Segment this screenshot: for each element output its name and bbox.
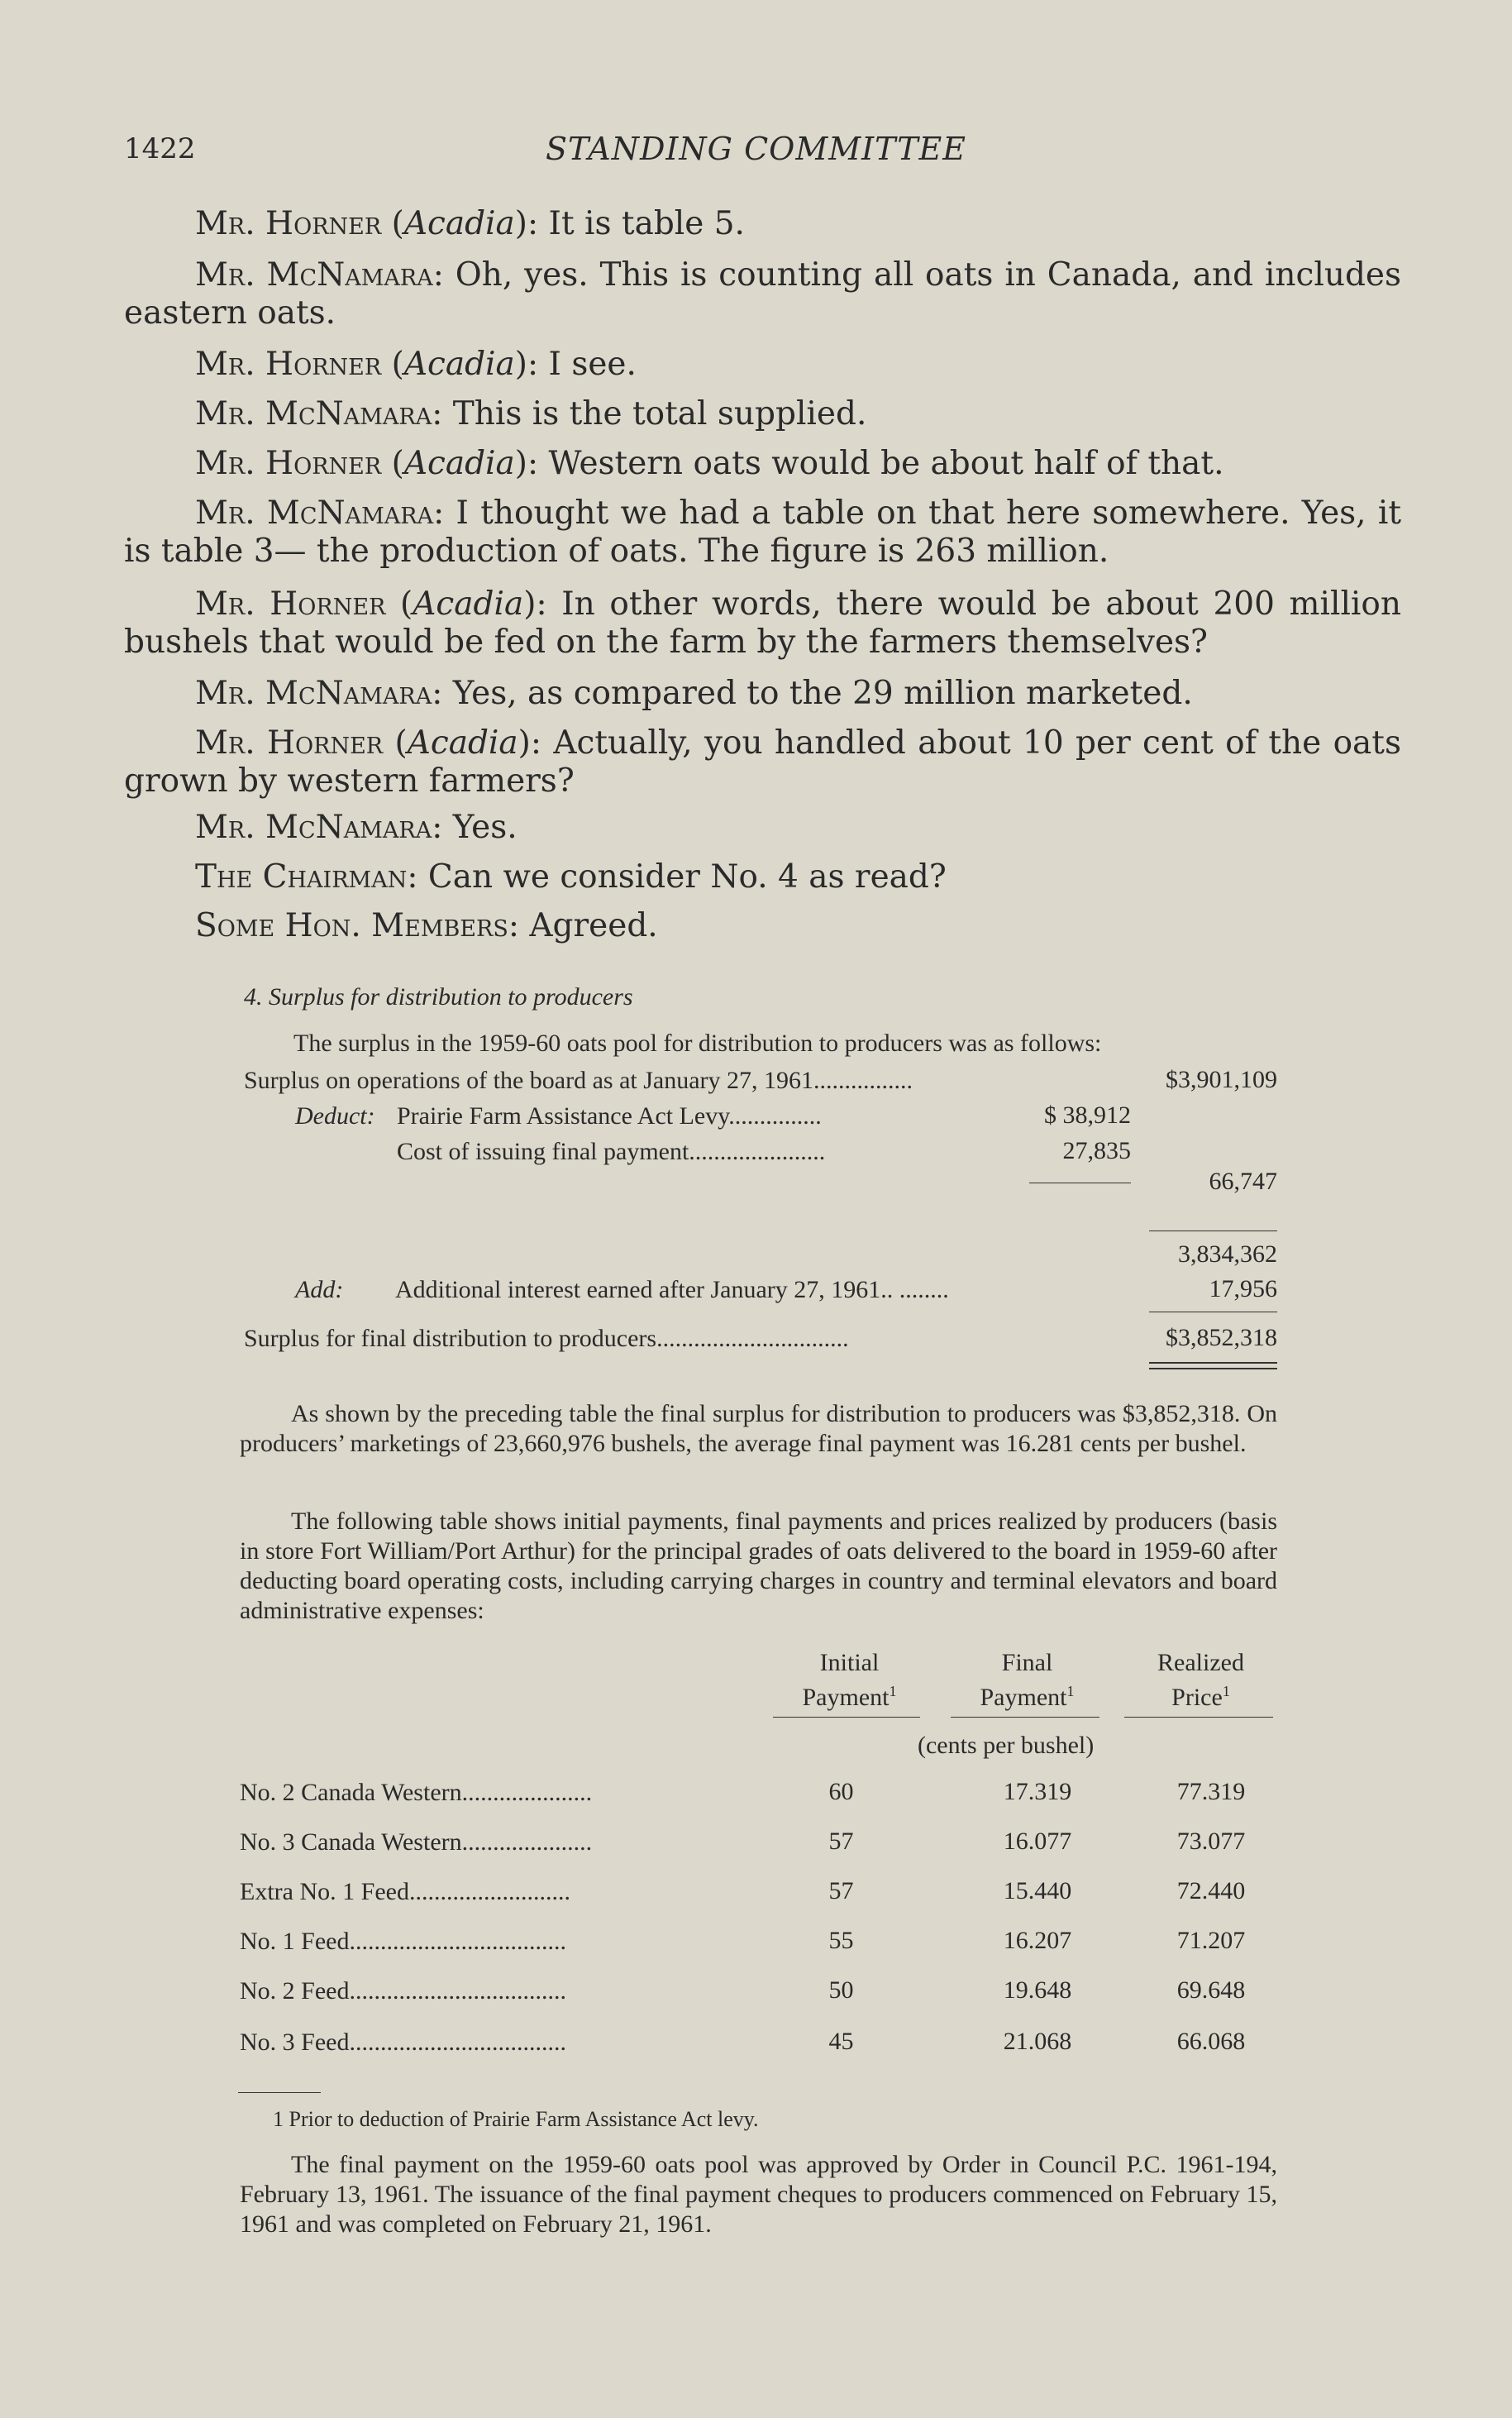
footnote-mark: 1 <box>889 1683 897 1699</box>
realized-price: 77.319 <box>1176 1778 1246 1805</box>
speech-text: : Western oats would be about half of that. <box>527 445 1224 482</box>
final-rule-double-1 <box>1149 1362 1277 1364</box>
subtotal-value: 3,834,362 <box>1178 1240 1277 1268</box>
realized-price: 69.648 <box>1176 1976 1246 2004</box>
final-payment: 16.207 <box>1003 1927 1072 1954</box>
speech-text: : I thought we had a table on that here somewhere. Yes, it is table 3— the production of oats. The figure is 263 million. <box>124 495 1401 570</box>
speaker-name: Mr. Horner <box>195 724 384 762</box>
unit-label: (cents per bushel) <box>918 1732 1095 1759</box>
dialogue-paragraph: Mr. Horner (Acadia): In other words, there would be about 200 million bushels that would be fed on the farm by the farmers themselves? <box>124 585 1401 661</box>
interest-label: Additional interest earned after January 27, 1961.. ........ <box>395 1276 949 1303</box>
speech-text: : In other words, there would be about 200 million bushels that would be fed on the farm by the farmers themselves? <box>124 585 1401 661</box>
footnote: 1 Prior to deduction of Prairie Farm Assistance Act levy. <box>273 2107 759 2131</box>
initial-payment: 57 <box>828 1828 854 1855</box>
paragraph-final <box>240 2150 1277 2239</box>
deduct-total: 66,747 <box>1209 1168 1277 1195</box>
dialogue-paragraph <box>124 675 1401 713</box>
column-header-final <box>951 1648 1104 1712</box>
column-rule <box>951 1717 1099 1718</box>
page-number: 1422 <box>124 132 196 165</box>
speech-text: : I see. <box>527 346 637 383</box>
realized-price: 71.207 <box>1176 1927 1246 1954</box>
riding: Acadia <box>403 205 515 242</box>
speaker-name: Mr. McNamara <box>195 495 434 532</box>
speech-text: : Yes. <box>432 809 518 846</box>
grade-name: No. 1 Feed................................... <box>240 1928 566 1955</box>
column-header-line: Payment <box>802 1684 890 1711</box>
dialogue-paragraph: Mr. Horner (Acadia): I see. <box>195 346 637 383</box>
speech-text: : It is table 5. <box>527 205 745 242</box>
speaker-name: Mr. McNamara <box>195 809 432 846</box>
dialogue-paragraph: Mr. Horner (Acadia): Western oats would be about half of that. <box>195 445 1224 482</box>
initial-payment: 55 <box>828 1927 854 1954</box>
section-title: 4. Surplus for distribution to producers <box>244 983 633 1011</box>
speaker-name: Mr. Horner <box>195 346 382 383</box>
footnote-mark: 1 <box>1222 1683 1230 1699</box>
final-value: $3,852,318 <box>1166 1324 1277 1351</box>
speech-text: : This is the total supplied. <box>432 395 867 432</box>
speech-text: : Actually, you handled about 10 per cent of the oats grown by western farmers? <box>124 724 1401 800</box>
column-header-realized <box>1124 1648 1277 1712</box>
final-payment: 19.648 <box>1003 1976 1072 2004</box>
column-rule <box>773 1717 920 1718</box>
surplus-label: Surplus on operations of the board as at January 27, 1961................ <box>244 1067 913 1094</box>
speech-text: : Oh, yes. This is counting all oats in Canada, and includes eastern oats. <box>124 256 1401 332</box>
speaker-name: Mr. McNamara <box>195 256 433 294</box>
paragraph-text: As shown by the preceding table the final surplus for distribution to producers was $3,852,318. On producers’ marketings of 23,660,976 bushels, the average final payment was 16.281 cents per bushel. <box>240 1400 1277 1457</box>
footnote-rule <box>238 2092 321 2093</box>
grade-name: Extra No. 1 Feed.......................... <box>240 1878 570 1905</box>
realized-price: 72.440 <box>1176 1877 1246 1904</box>
speaker-name: Mr. McNamara <box>195 395 432 432</box>
speaker-name: Mr. Horner <box>195 205 382 242</box>
initial-payment: 57 <box>828 1877 854 1904</box>
running-header: STANDING COMMITTEE <box>545 131 967 167</box>
cost-label: Cost of issuing final payment...................... <box>397 1138 826 1165</box>
column-header-line: Price <box>1171 1684 1223 1711</box>
initial-payment: 45 <box>828 2028 854 2055</box>
dialogue-paragraph <box>124 809 1401 847</box>
levy-label: Prairie Farm Assistance Act Levy............... <box>397 1102 822 1130</box>
dialogue-paragraph <box>124 256 1401 332</box>
dialogue-paragraph <box>124 858 1401 896</box>
initial-payment: 60 <box>828 1778 854 1805</box>
footnote-mark: 1 <box>1066 1683 1075 1699</box>
cost-value: 27,835 <box>1062 1137 1131 1164</box>
column-header-line: Payment <box>980 1684 1067 1711</box>
speaker-name: Some Hon. Members <box>195 907 508 944</box>
final-label: Surplus for final distribution to producers............................... <box>244 1325 849 1352</box>
grade-name: No. 2 Feed................................... <box>240 1977 566 2005</box>
column-header-initial <box>773 1648 926 1712</box>
riding: Acadia <box>403 445 515 482</box>
column-header-line: Final <box>1001 1649 1053 1676</box>
speaker-name: Mr. McNamara <box>195 675 432 712</box>
realized-price: 73.077 <box>1176 1828 1246 1855</box>
final-payment: 21.068 <box>1003 2028 1072 2055</box>
final-payment: 17.319 <box>1003 1778 1072 1805</box>
initial-payment: 50 <box>828 1976 854 2004</box>
column-rule <box>1124 1717 1273 1718</box>
paragraph-following <box>240 1507 1277 1626</box>
deduct-label: Deduct: <box>295 1102 375 1130</box>
speaker-name: Mr. Horner <box>195 445 382 482</box>
add-label: Add: <box>295 1276 344 1303</box>
final-payment: 16.077 <box>1003 1828 1072 1855</box>
surplus-value: $3,901,109 <box>1166 1066 1277 1093</box>
levy-value: $ 38,912 <box>1044 1101 1131 1129</box>
speech-text: : Agreed. <box>508 907 658 944</box>
realized-price: 66.068 <box>1176 2028 1246 2055</box>
grade-name: No. 3 Feed................................... <box>240 2029 566 2056</box>
riding: Acadia <box>413 585 524 623</box>
speech-text: : Can we consider No. 4 as read? <box>407 858 947 896</box>
section-intro: The surplus in the 1959-60 oats pool for distribution to producers was as follows: <box>293 1030 1102 1057</box>
dialogue-paragraph: Mr. Horner (Acadia): It is table 5. <box>195 205 745 242</box>
riding: Acadia <box>403 346 515 383</box>
speech-text: : Yes, as compared to the 29 million marketed. <box>432 675 1193 712</box>
dialogue-paragraph <box>124 907 1401 945</box>
paragraph-shown <box>240 1399 1277 1459</box>
dialogue-paragraph: Mr. Horner (Acadia): Actually, you handled about 10 per cent of the oats grown by western farmers? <box>124 724 1401 800</box>
grade-name: No. 2 Canada Western..................... <box>240 1779 593 1806</box>
dialogue-paragraph <box>124 495 1401 571</box>
paragraph-text: The final payment on the 1959-60 oats pool was approved by Order in Council P.C. 1961-194, February 13, 1961. The issuance of the final payment cheques to producers commenced on February 15, 1961 and was completed on February 21, 1961. <box>240 2151 1277 2238</box>
speaker-name: The Chairman <box>195 858 408 896</box>
dialogue-paragraph <box>124 395 1401 433</box>
final-rule-double-2 <box>1149 1368 1277 1369</box>
final-payment: 15.440 <box>1003 1877 1072 1904</box>
column-header-line: Initial <box>819 1649 880 1676</box>
riding: Acadia <box>407 724 518 762</box>
interest-value: 17,956 <box>1209 1275 1277 1302</box>
column-header-line: Realized <box>1157 1649 1244 1676</box>
grade-name: No. 3 Canada Western..................... <box>240 1828 593 1856</box>
paragraph-text: The following table shows initial payments, final payments and prices realized by producers (basis in store Fort William/Port Arthur) for the principal grades of oats delivered to the board in 1959-60 after deducting board operating costs, including carrying charges in country and terminal elevators and board administrative expenses: <box>240 1508 1277 1624</box>
speaker-name: Mr. Horner <box>195 585 386 623</box>
